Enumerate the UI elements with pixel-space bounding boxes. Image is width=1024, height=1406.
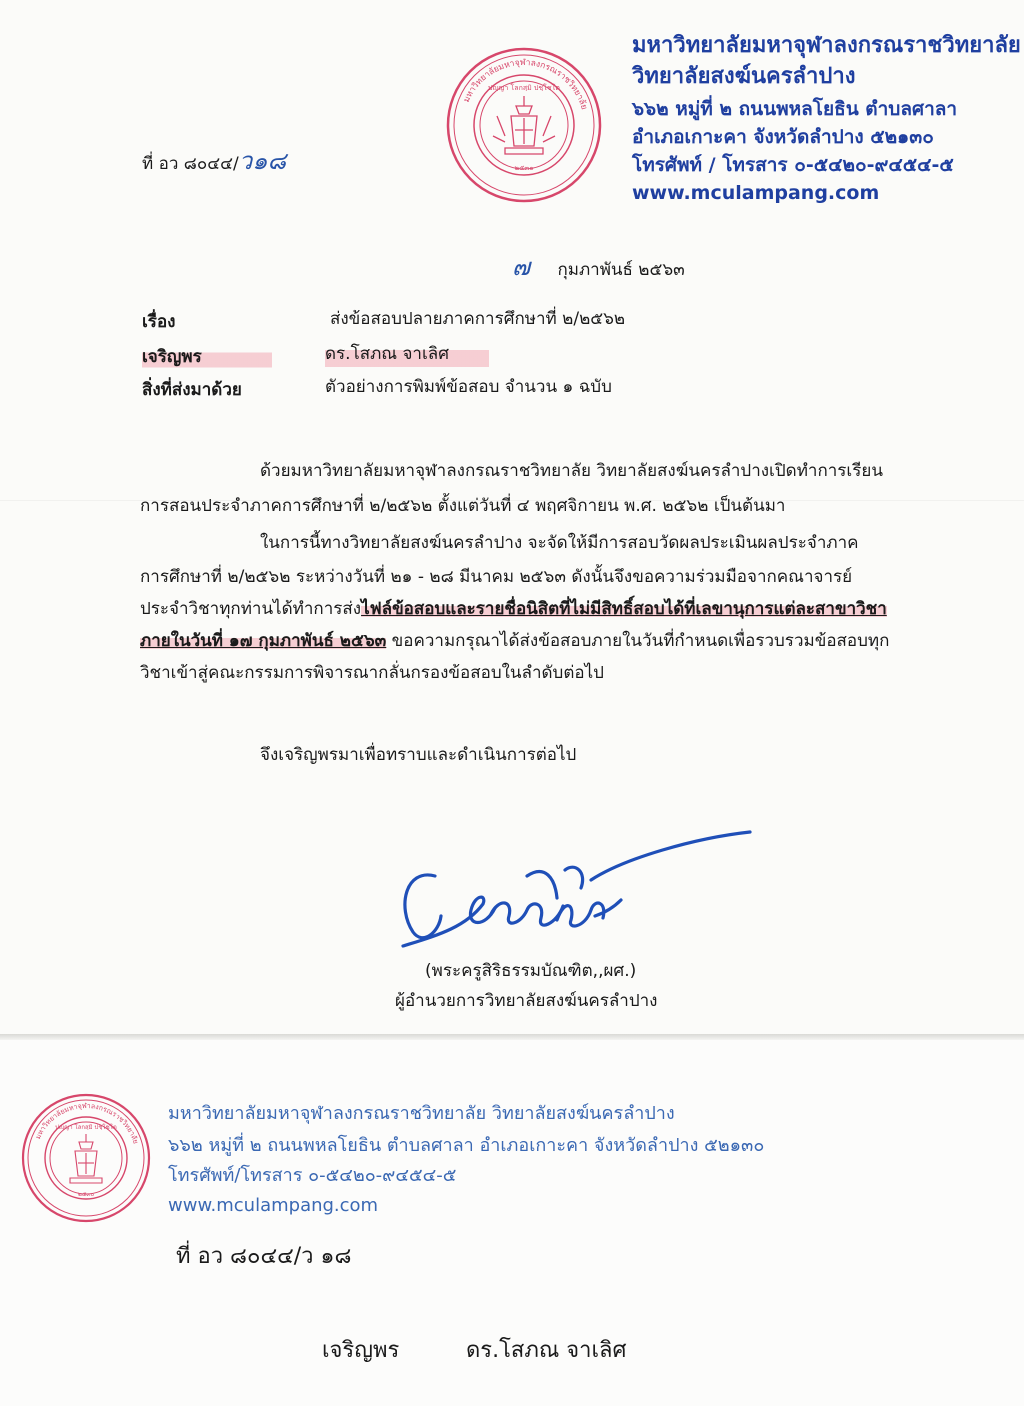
body-p2-line3-plain: ประจำวิชาทุกท่านได้ทำการส่ง bbox=[140, 599, 362, 619]
envelope-seal-motto: ปญฺญา โลกสฺมิ ปชฺโชโต bbox=[55, 1124, 117, 1131]
subject-label: เรื่อง bbox=[142, 312, 176, 332]
signatory-name: (พระครูสิริธรรมบัณฑิต,,ผศ.) bbox=[425, 961, 637, 981]
seal-ring-text: มหาวิทยาลัยมหาจุฬาลงกรณราชวิทยาลัย bbox=[461, 57, 589, 111]
signature-handwritten bbox=[395, 828, 755, 958]
doc-number bbox=[142, 146, 286, 180]
date-day-handwritten: ๗ bbox=[512, 253, 531, 281]
date-month-year: กุมภาพันธ์ ๒๕๖๓ bbox=[557, 260, 685, 280]
body-p2-line3 bbox=[140, 594, 887, 625]
envelope-website: www.mculampang.com bbox=[168, 1195, 379, 1216]
letter-date bbox=[512, 252, 685, 286]
letterhead-university: มหาวิทยาลัยมหาจุฬาลงกรณราชวิทยาลัย bbox=[632, 33, 1021, 58]
seal-motto: ปญฺญา โลกสฺมิ ปชฺโชโต bbox=[488, 84, 560, 92]
subject-value: ส่งข้อสอบปลายภาคการศึกษาที่ ๒/๒๕๖๒ bbox=[330, 309, 626, 329]
envelope-recipient-name: ดร.โสภณ จาเลิศ bbox=[466, 1338, 627, 1363]
salutation-value: ดร.โสภณ จาเลิศ bbox=[325, 339, 489, 370]
envelope-seal-ring-text: มหาวิทยาลัยมหาจุฬาลงกรณราชวิทยาลัย bbox=[33, 1101, 140, 1145]
envelope-line-2: ๖๖๒ หมู่ที่ ๒ ถนนพหลโยธิน ตำบลศาลา อำเภอเกาะคา จังหวัดลำปาง ๕๒๑๓๐ bbox=[168, 1135, 765, 1156]
letterhead-address-2: อำเภอเกาะคา จังหวัดลำปาง ๕๒๑๓๐ bbox=[632, 126, 934, 148]
doc-number-prefix: ที่ อว ๘๐๔๔/ bbox=[142, 154, 239, 174]
body-p2-line4-plain: ขอความกรุณาได้ส่งข้อสอบภายในวันที่กำหนดเพื่อรวบรวมข้อสอบทุก bbox=[386, 631, 890, 651]
envelope-line-3: โทรศัพท์/โทรสาร ๐-๕๔๒๐-๙๔๕๔-๕ bbox=[168, 1165, 457, 1186]
seal-year: ๒๕๓๐ bbox=[514, 164, 534, 172]
body-p2-line3-emphasis: ไฟล์ข้อสอบและรายชื่อนิสิตที่ไม่มีสิทธิ์สอบได้ที่เลขานุการแต่ละสาขาวิชา bbox=[361, 599, 887, 619]
body-p2-line1: ในการนี้ทางวิทยาลัยสงฆ์นครลำปาง จะจัดให้มีการสอบวัดผลประเมินผลประจำภาค bbox=[260, 533, 859, 553]
body-p2-line5: วิชาเข้าสู่คณะกรรมการพิจารณากลั่นกรองข้อสอบในลำดับต่อไป bbox=[140, 663, 604, 683]
body-p1-line2: การสอนประจำภาคการศึกษาที่ ๒/๒๕๖๒ ตั้งแต่วันที่ ๔ พฤศจิกายน พ.ศ. ๒๕๖๒ เป็นต้นมา bbox=[140, 496, 786, 516]
letterhead-college: วิทยาลัยสงฆ์นครลำปาง bbox=[632, 64, 856, 89]
enclosure-value: ตัวอย่างการพิมพ์ข้อสอบ จำนวน ๑ ฉบับ bbox=[325, 377, 612, 397]
envelope-page bbox=[0, 1040, 1024, 1406]
body-p1-line1: ด้วยมหาวิทยาลัยมหาจุฬาลงกรณราชวิทยาลัย วิทยาลัยสงฆ์นครลำปางเปิดทำการเรียน bbox=[260, 461, 883, 481]
letterhead-address-1: ๖๖๒ หมู่ที่ ๒ ถนนพหลโยธิน ตำบลศาลา bbox=[632, 98, 958, 120]
envelope-seal bbox=[20, 1092, 152, 1224]
body-p2-line4-emphasis: ภายในวันที่ ๑๗ กุมภาพันธ์ ๒๕๖๓ bbox=[140, 631, 387, 651]
letterhead-website: www.mculampang.com bbox=[632, 182, 880, 204]
body-p2-line4 bbox=[140, 626, 889, 657]
doc-number-handwritten: ว๑๘ bbox=[238, 147, 286, 175]
envelope-seal-year: ๒๕๓๐ bbox=[77, 1191, 95, 1198]
signatory-title: ผู้อำนวยการวิทยาลัยสงฆ์นครลำปาง bbox=[395, 991, 658, 1011]
envelope-doc-number: ที่ อว ๘๐๔๔/ว ๑๘ bbox=[176, 1244, 352, 1269]
envelope-line-1: มหาวิทยาลัยมหาจุฬาลงกรณราชวิทยาลัย วิทยาลัยสงฆ์นครลำปาง bbox=[168, 1103, 675, 1124]
closing-line: จึงเจริญพรมาเพื่อทราบและดำเนินการต่อไป bbox=[260, 745, 577, 765]
letterhead-phone: โทรศัพท์ / โทรสาร ๐-๕๔๒๐-๙๔๕๔-๕ bbox=[632, 154, 954, 176]
envelope-recipient-label: เจริญพร bbox=[322, 1338, 400, 1363]
body-p2-line2: การศึกษาที่ ๒/๒๕๖๒ ระหว่างวันที่ ๒๑ - ๒๘ มีนาคม ๒๕๖๓ ดังนั้นจึงขอความร่วมมือจากคณาจารย์ bbox=[140, 567, 853, 587]
college-seal bbox=[445, 46, 603, 204]
enclosure-label: สิ่งที่ส่งมาด้วย bbox=[142, 380, 242, 400]
salutation-label: เจริญพร bbox=[142, 343, 272, 370]
